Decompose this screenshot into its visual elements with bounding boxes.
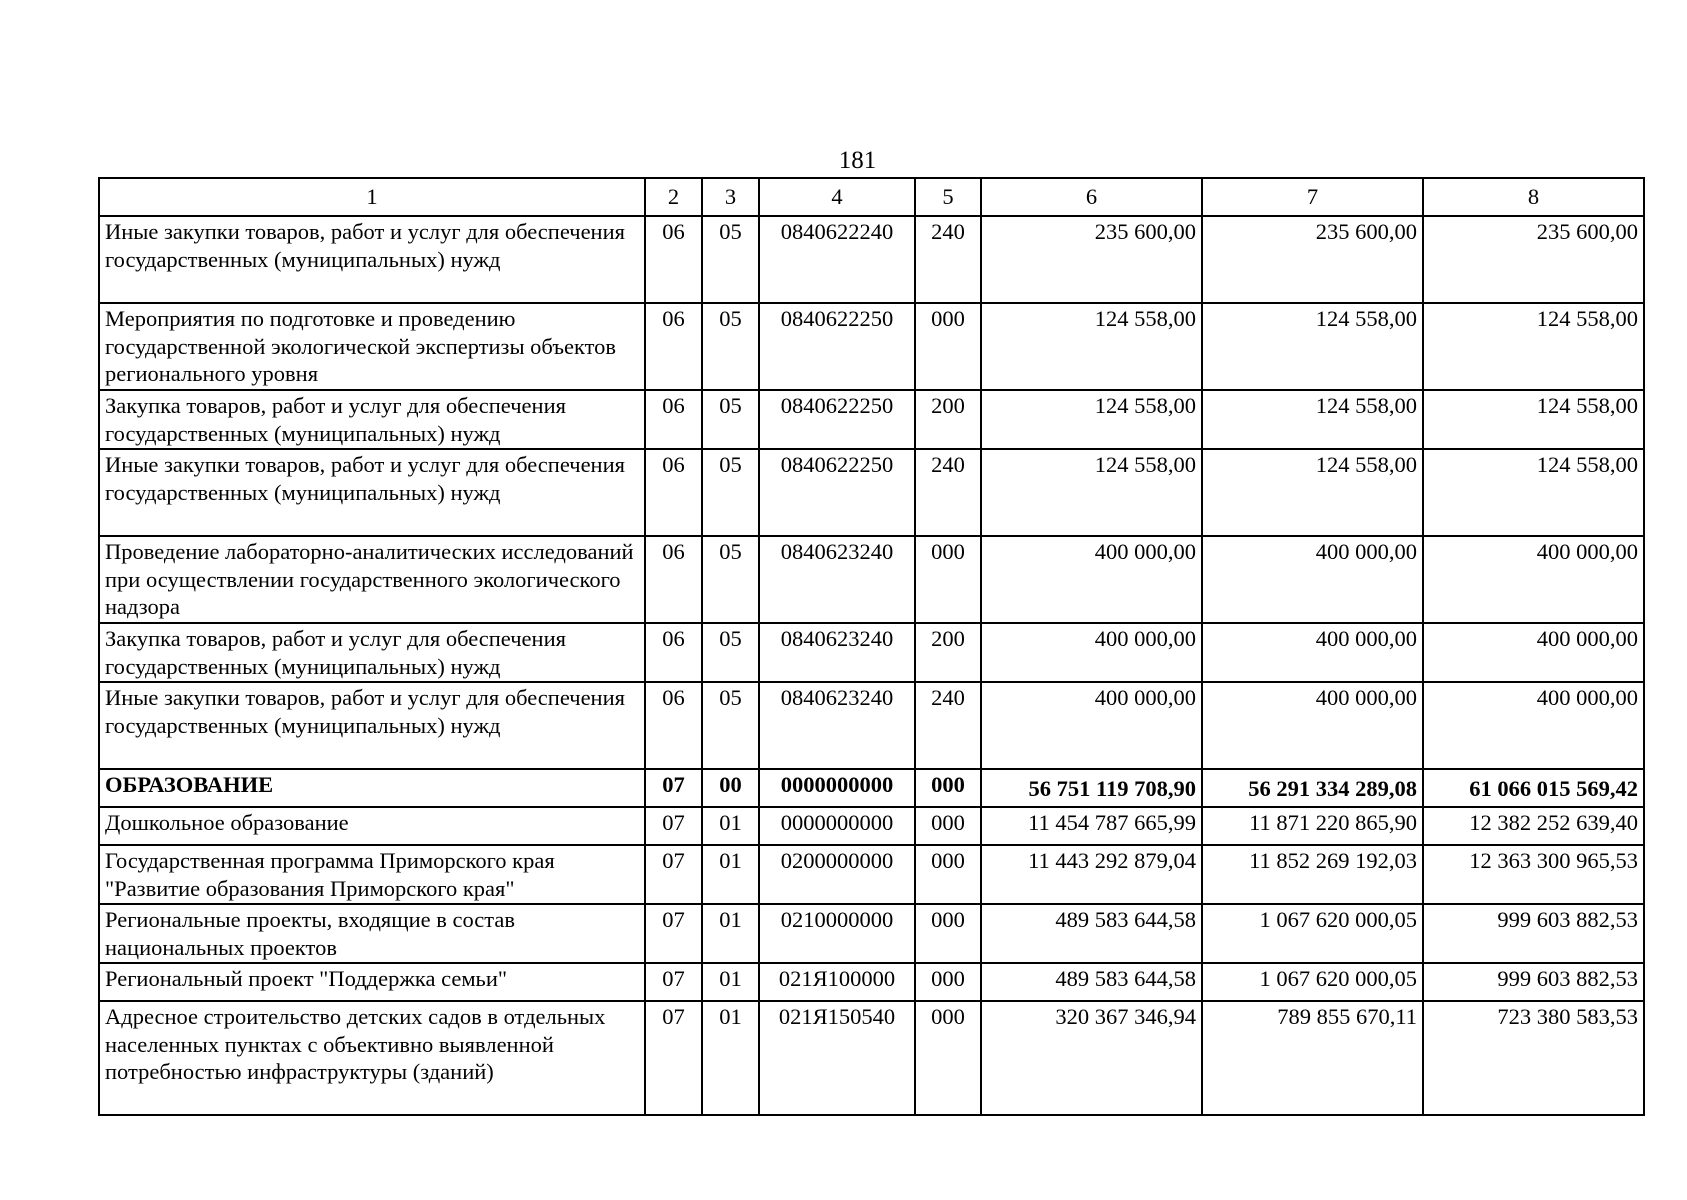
target-article-code: 0840623240 [759,682,915,769]
table-header-row [99,178,1644,216]
amount-col-8: 61 066 015 569,42 [1423,769,1644,807]
item-name: Иные закупки товаров, работ и услуг для обеспечения государственных (муниципальных) нужд [99,216,645,303]
expense-type-code: 000 [915,845,981,904]
expense-type-code: 000 [915,536,981,623]
column-header: 1 [99,178,645,216]
table-row [99,303,1644,390]
amount-col-6: 124 558,00 [981,449,1202,536]
section-code: 06 [645,390,702,449]
amount-col-7: 1 067 620 000,05 [1202,904,1423,963]
table-row [99,904,1644,963]
subsection-code: 01 [702,963,759,1001]
target-article-code: 0200000000 [759,845,915,904]
amount-col-8: 124 558,00 [1423,303,1644,390]
amount-col-6: 11 443 292 879,04 [981,845,1202,904]
item-name: Иные закупки товаров, работ и услуг для обеспечения государственных (муниципальных) нужд [99,682,645,769]
section-code: 07 [645,904,702,963]
target-article-code: 0840622240 [759,216,915,303]
section-code: 07 [645,1001,702,1115]
amount-col-8: 999 603 882,53 [1423,904,1644,963]
table-row [99,769,1644,807]
amount-col-7: 11 852 269 192,03 [1202,845,1423,904]
section-code: 06 [645,623,702,682]
table-row [99,963,1644,1001]
expense-type-code: 000 [915,963,981,1001]
subsection-code: 01 [702,1001,759,1115]
table-row [99,536,1644,623]
target-article-code: 021Я100000 [759,963,915,1001]
subsection-code: 05 [702,390,759,449]
item-name: Дошкольное образование [99,807,645,845]
target-article-code: 0000000000 [759,807,915,845]
expense-type-code: 000 [915,303,981,390]
amount-col-7: 124 558,00 [1202,449,1423,536]
expense-type-code: 240 [915,682,981,769]
subsection-code: 05 [702,682,759,769]
amount-col-8: 12 382 252 639,40 [1423,807,1644,845]
amount-col-6: 400 000,00 [981,623,1202,682]
column-header: 6 [981,178,1202,216]
amount-col-8: 235 600,00 [1423,216,1644,303]
item-name: Иные закупки товаров, работ и услуг для обеспечения государственных (муниципальных) нужд [99,449,645,536]
subsection-code: 05 [702,536,759,623]
target-article-code: 0840622250 [759,303,915,390]
expense-type-code: 200 [915,390,981,449]
table-row [99,623,1644,682]
subsection-code: 05 [702,216,759,303]
item-name: Проведение лабораторно-аналитических исследований при осуществлении государственного экологического надзора [99,536,645,623]
amount-col-7: 1 067 620 000,05 [1202,963,1423,1001]
amount-col-8: 400 000,00 [1423,623,1644,682]
expense-type-code: 000 [915,807,981,845]
target-article-code: 021Я150540 [759,1001,915,1115]
section-code: 06 [645,303,702,390]
column-header: 2 [645,178,702,216]
subsection-code: 00 [702,769,759,807]
amount-col-8: 124 558,00 [1423,449,1644,536]
expense-type-code: 000 [915,769,981,807]
amount-col-8: 723 380 583,53 [1423,1001,1644,1115]
target-article-code: 0840623240 [759,536,915,623]
table-row [99,807,1644,845]
target-article-code: 0840623240 [759,623,915,682]
expense-type-code: 240 [915,216,981,303]
table-row [99,1001,1644,1115]
subsection-code: 05 [702,303,759,390]
amount-col-6: 56 751 119 708,90 [981,769,1202,807]
amount-col-8: 124 558,00 [1423,390,1644,449]
amount-col-7: 235 600,00 [1202,216,1423,303]
expense-type-code: 240 [915,449,981,536]
item-name: Закупка товаров, работ и услуг для обеспечения государственных (муниципальных) нужд [99,623,645,682]
column-header: 8 [1423,178,1644,216]
amount-col-6: 400 000,00 [981,536,1202,623]
budget-table [98,177,1645,1116]
item-name: Региональные проекты, входящие в состав национальных проектов [99,904,645,963]
amount-col-7: 400 000,00 [1202,682,1423,769]
expense-type-code: 000 [915,904,981,963]
item-name: ОБРАЗОВАНИЕ [99,769,645,807]
column-header: 3 [702,178,759,216]
amount-col-6: 400 000,00 [981,682,1202,769]
amount-col-7: 56 291 334 289,08 [1202,769,1423,807]
column-header: 7 [1202,178,1423,216]
table-row [99,216,1644,303]
item-name: Адресное строительство детских садов в отдельных населенных пунктах с объективно выявленной потребностью инфраструктуры (зданий) [99,1001,645,1115]
section-code: 06 [645,449,702,536]
subsection-code: 01 [702,904,759,963]
item-name: Государственная программа Приморского края "Развитие образования Приморского края" [99,845,645,904]
amount-col-6: 489 583 644,58 [981,963,1202,1001]
section-code: 07 [645,963,702,1001]
amount-col-7: 400 000,00 [1202,623,1423,682]
section-code: 07 [645,845,702,904]
amount-col-6: 124 558,00 [981,303,1202,390]
page-number: 181 [838,147,877,174]
expense-type-code: 200 [915,623,981,682]
section-code: 06 [645,682,702,769]
table-row [99,449,1644,536]
item-name: Региональный проект "Поддержка семьи" [99,963,645,1001]
amount-col-6: 11 454 787 665,99 [981,807,1202,845]
amount-col-6: 320 367 346,94 [981,1001,1202,1115]
target-article-code: 0210000000 [759,904,915,963]
amount-col-8: 400 000,00 [1423,682,1644,769]
amount-col-8: 999 603 882,53 [1423,963,1644,1001]
section-code: 07 [645,769,702,807]
target-article-code: 0840622250 [759,390,915,449]
amount-col-7: 124 558,00 [1202,303,1423,390]
item-name: Мероприятия по подготовке и проведению государственной экологической экспертизы объектов регионального уровня [99,303,645,390]
table-row [99,845,1644,904]
section-code: 06 [645,536,702,623]
amount-col-6: 124 558,00 [981,390,1202,449]
amount-col-7: 789 855 670,11 [1202,1001,1423,1115]
amount-col-8: 400 000,00 [1423,536,1644,623]
amount-col-7: 124 558,00 [1202,390,1423,449]
subsection-code: 05 [702,449,759,536]
amount-col-6: 235 600,00 [981,216,1202,303]
table-row [99,390,1644,449]
subsection-code: 05 [702,623,759,682]
subsection-code: 01 [702,845,759,904]
section-code: 06 [645,216,702,303]
amount-col-7: 400 000,00 [1202,536,1423,623]
target-article-code: 0840622250 [759,449,915,536]
amount-col-7: 11 871 220 865,90 [1202,807,1423,845]
target-article-code: 0000000000 [759,769,915,807]
item-name: Закупка товаров, работ и услуг для обеспечения государственных (муниципальных) нужд [99,390,645,449]
column-header: 4 [759,178,915,216]
section-code: 07 [645,807,702,845]
amount-col-8: 12 363 300 965,53 [1423,845,1644,904]
amount-col-6: 489 583 644,58 [981,904,1202,963]
column-header: 5 [915,178,981,216]
expense-type-code: 000 [915,1001,981,1115]
table-row [99,682,1644,769]
subsection-code: 01 [702,807,759,845]
